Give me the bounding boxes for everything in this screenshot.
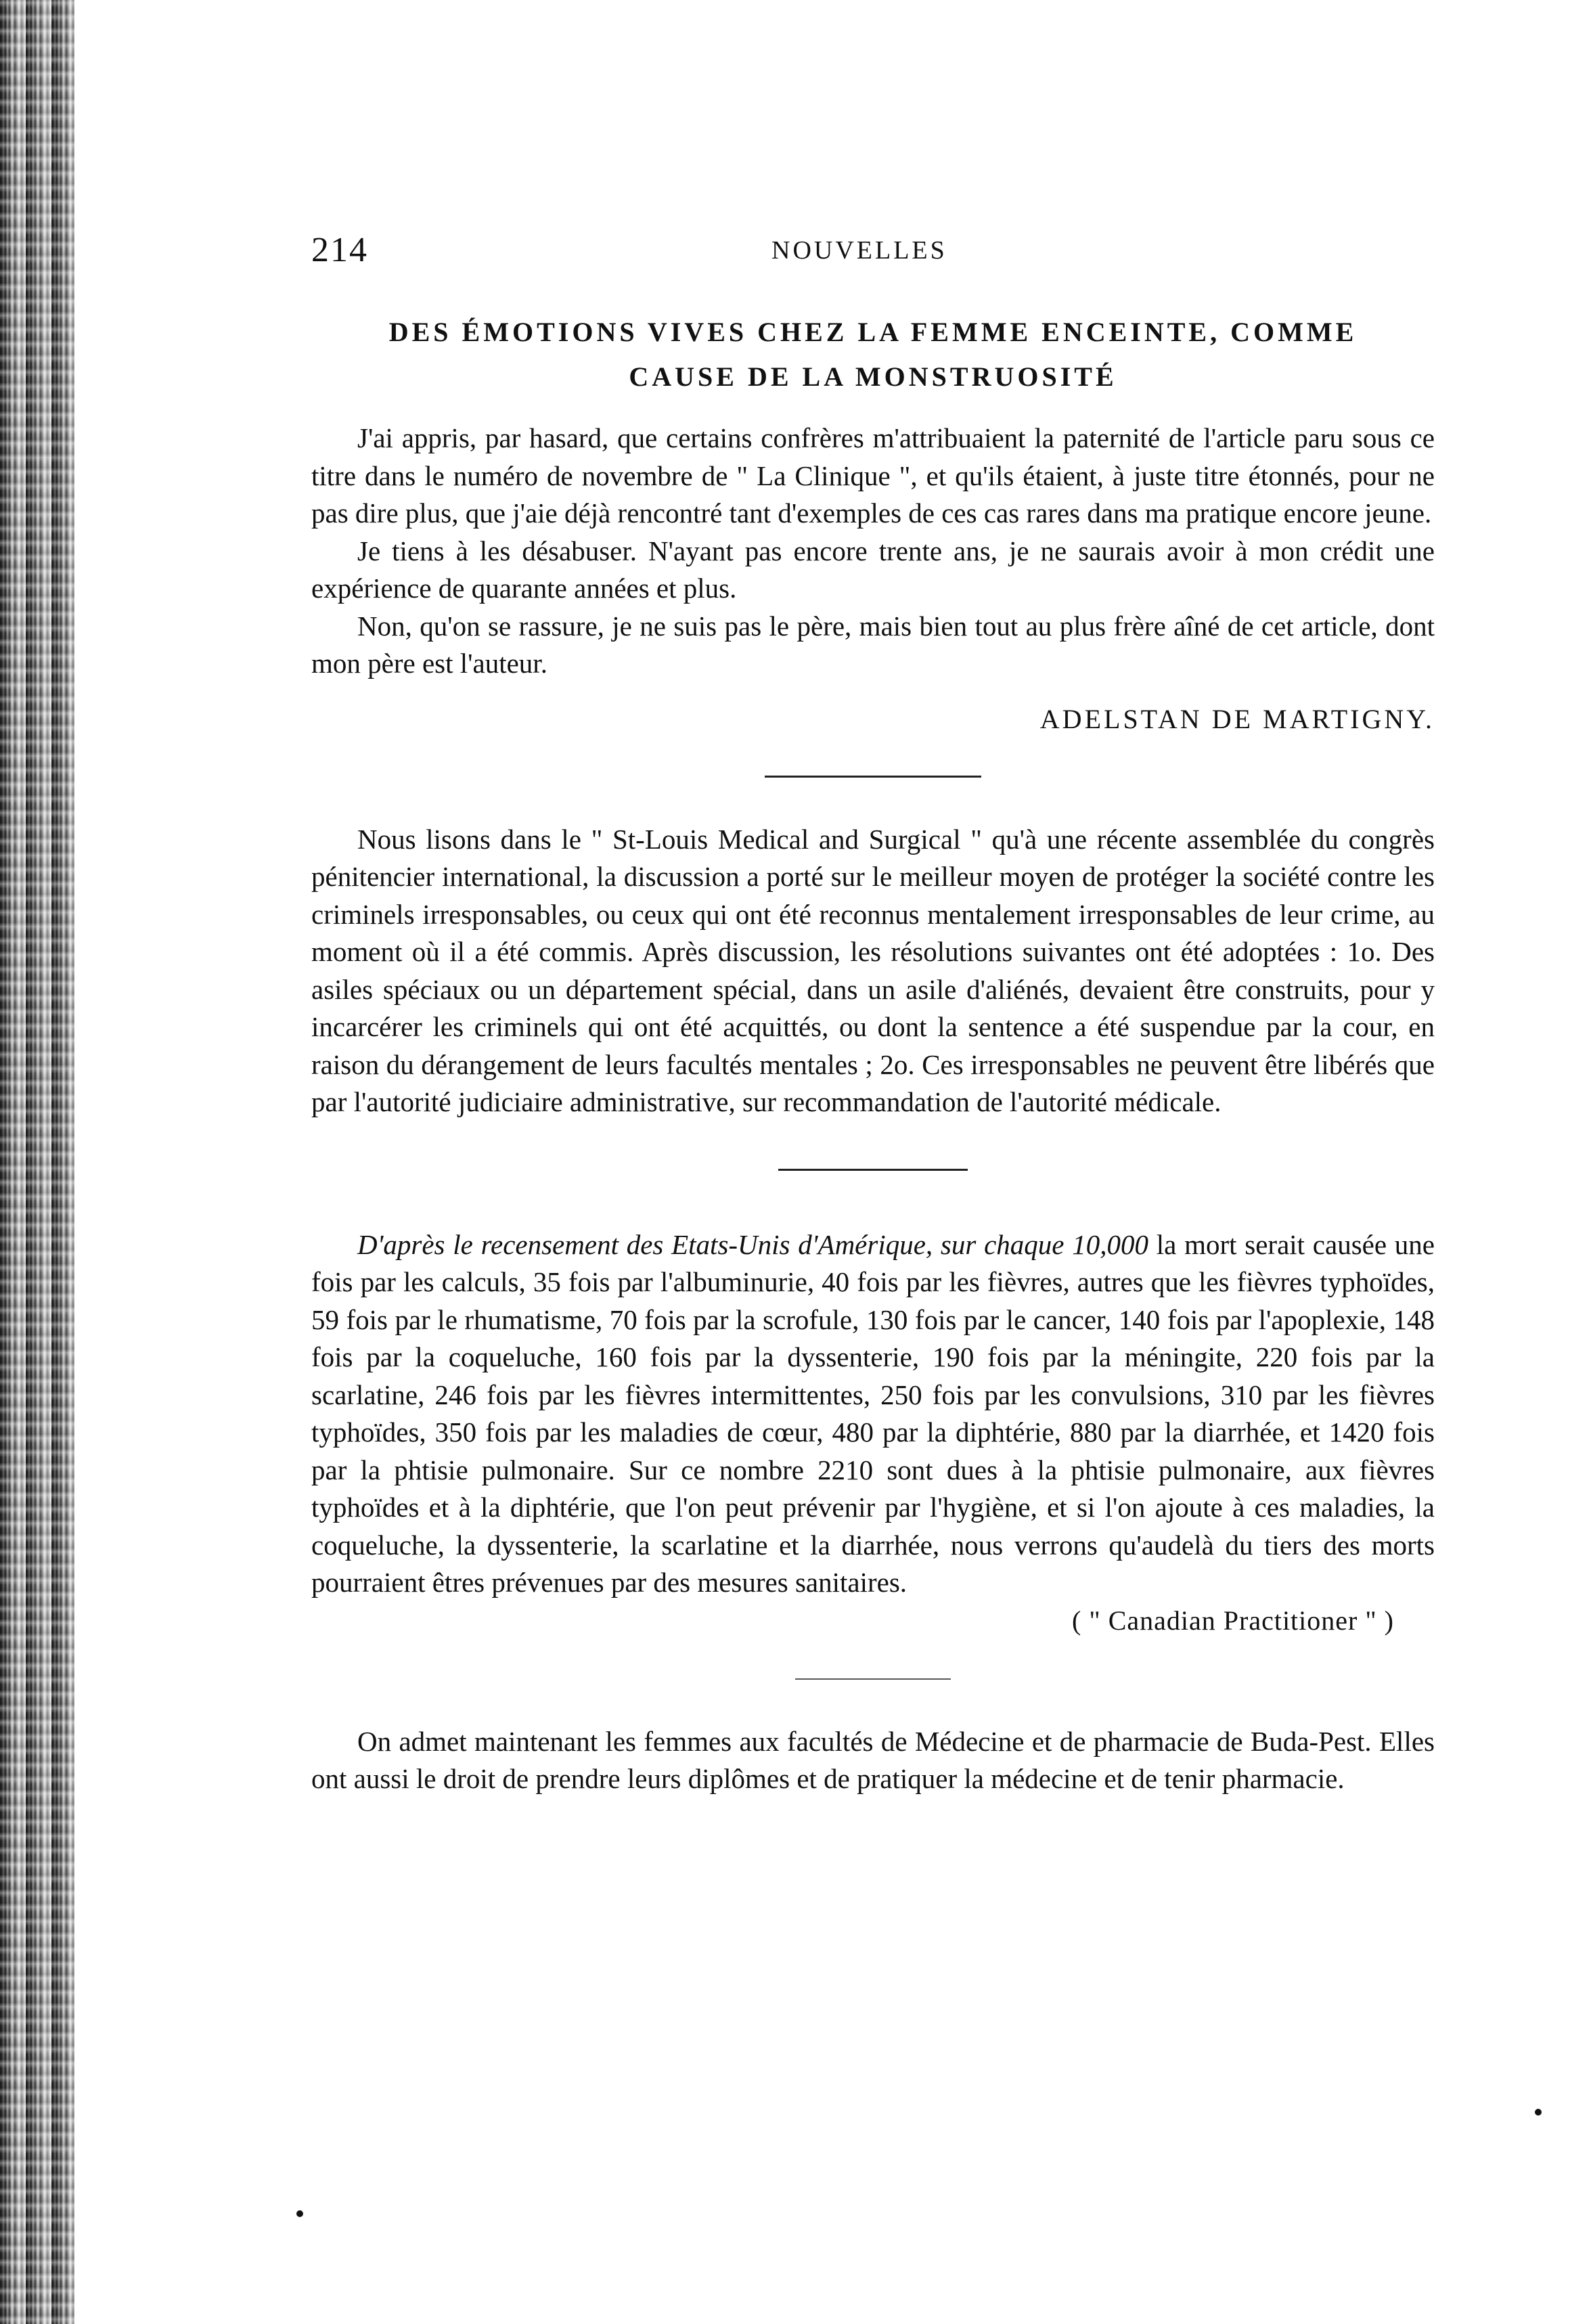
- author-signature: ADELSTAN DE MARTIGNY.: [1039, 703, 1435, 734]
- article-emotions: [311, 310, 1435, 735]
- section-divider: [795, 1678, 951, 1680]
- running-header: [311, 230, 1435, 277]
- article-paragraph-2: Je tiens à les désabuser. N'ayant pas encore trente ans, je ne saurais avoir à mon crédit une expérience de quarante années et plus.: [311, 535, 1435, 604]
- article-paragraph: On admet maintenant les femmes aux facultés de Médecine et de pharmacie de Buda-Pest. Elles ont aussi le droit de prendre leurs diplômes et de pratiquer la médecine et de tenir pharmacie.: [311, 1725, 1435, 1794]
- scanned-binding-edge: [0, 0, 74, 2324]
- article-title-line-1: DES ÉMOTIONS VIVES CHEZ LA FEMME ENCEINTE, COMME: [388, 317, 1358, 347]
- article-paragraph-1: J'ai appris, par hasard, que certains confrères m'attribuaient la paternité de l'article paru sous ce titre dans le numéro de novembre de " La Clinique ", et qu'ils étaient, à juste titre étonnés, pour ne pas dire plus, que j'aie déjà rencontré tant d'exemples de ces cas rares dans ma pratique encore jeune.: [311, 422, 1435, 529]
- section-divider: [765, 776, 981, 778]
- article-census: [311, 1226, 1435, 1636]
- source-citation: ( " Canadian Practitioner " ): [1072, 1605, 1394, 1636]
- article-title: [311, 310, 1435, 399]
- running-title: NOUVELLES: [771, 236, 947, 265]
- page-number: 214: [311, 231, 368, 269]
- paragraph-body-text: la mort serait causée une fois par les calculs, 35 fois par l'albuminurie, 40 fois par les fièvres, autres que les fièvres typhoïdes, 59 fois par le rhumatisme, 70 fois par la scrofule, 130 fois par le cancer, 140 fois par l'apoplexie, 148 fois par la coqueluche, 160 fois par la dyssenterie, 190 fois par la méningite, 220 fois par la scarlatine, 246 fois par les fièvres intermittentes, 250 fois par les convulsions, 310 par les fièvres typhoïdes, 350 fois par les maladies de cœur, 480 par la diphtérie, 880 par la diarrhée, et 1420 fois par la phtisie pulmonaire. Sur ce nombre 2210 sont dues à la phtisie pulmonaire, aux fièvres typhoïdes et à la diphtérie, que l'on peut prévenir par l'hygiène, et si l'on ajoute à ces maladies, la coqueluche, la dyssenterie, la scarlatine et la diarrhée, nous verrons qu'audelà du tiers des morts pourraient êtres prévenues par des mesures sanitaires.: [311, 1228, 1435, 1598]
- ink-speck: [1535, 2109, 1542, 2116]
- italic-lead-text: D'après le recensement des Etats-Unis d'Amérique, sur chaque 10,000: [357, 1228, 1148, 1260]
- article-paragraph-3: Non, qu'on se rassure, je ne suis pas le père, mais bien tout au plus frère aîné de cet article, dont mon père est l'auteur.: [311, 610, 1435, 679]
- section-divider: [778, 1169, 968, 1171]
- article-paragraph: Nous lisons dans le " St-Louis Medical and Surgical " qu'à une récente assemblée du congrès pénitencier international, la discussion a porté sur le meilleur moyen de protéger la société contre les criminels irresponsables, ou ceux qui ont été reconnus mentalement irresponsables de leur crime, au moment où il a été commis. Après discussion, les résolutions suivantes ont été adoptées : 1o. Des asiles spéciaux ou un département spécial, dans un asile d'aliénés, devaient être construits, pour y incarcérer les criminels qui ont été acquittés, ou dont la sentence a été suspendue par la cour, en raison du dérangement de leurs facultés mentales ; 2o. Ces irresponsables ne peuvent être libérés que par l'autorité judiciaire administrative, sur recommandation de l'autorité médicale.: [311, 823, 1435, 1117]
- ink-speck: [296, 2210, 303, 2217]
- article-title-line-2: CAUSE DE LA MONSTRUOSITÉ: [629, 361, 1117, 392]
- article-criminals: [311, 821, 1435, 1121]
- page: [311, 230, 1435, 1798]
- article-paragraph: [311, 1226, 1435, 1602]
- article-women-faculties: [311, 1723, 1435, 1798]
